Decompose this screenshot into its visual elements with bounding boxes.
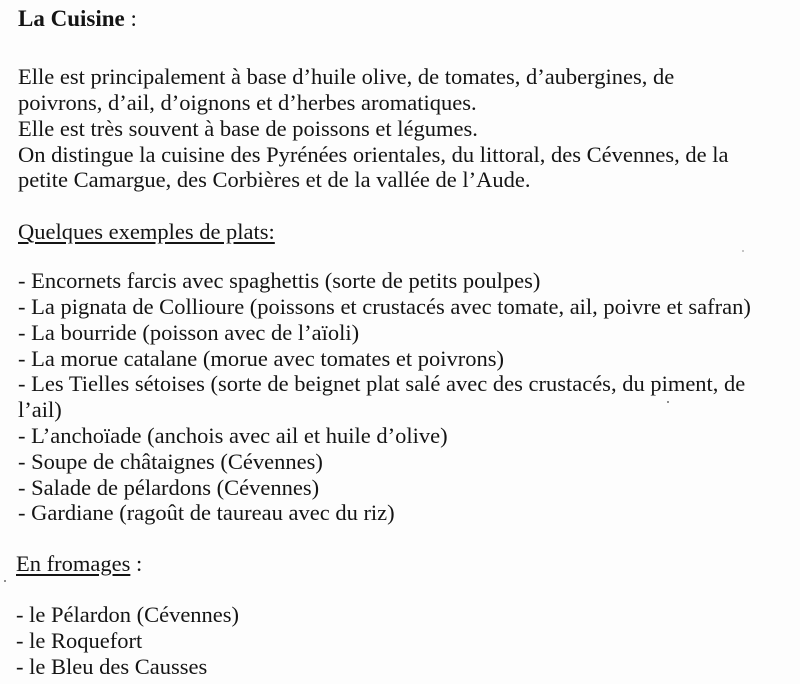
page-title-text: La Cuisine — [18, 6, 125, 31]
intro-line-1: Elle est principalement à base d’huile olive, de tomates, d’aubergines, de — [18, 64, 675, 89]
intro-line-4: On distingue la cuisine des Pyrénées orientales, du littoral, des Cévennes, de la — [18, 142, 729, 167]
dish-item: - La bourride (poisson avec de l’aïoli) — [18, 320, 360, 345]
dish-item: - Les Tielles sétoises (sorte de beignet plat salé avec des crustacés, du piment, de — [18, 371, 746, 396]
intro-line-2: poivrons, d’ail, d’oignons et d’herbes aromatiques. — [18, 90, 477, 115]
dish-item: - La pignata de Collioure (poissons et crustacés avec tomate, ail, poivre et safran) — [18, 294, 751, 319]
dish-item: - Gardiane (ragoût de taureau avec du riz) — [18, 500, 395, 525]
intro-line-3: Elle est très souvent à base de poissons et légumes. — [18, 116, 478, 141]
scan-speck — [667, 401, 669, 403]
dish-item-continuation: l’ail) — [18, 397, 62, 422]
page-title-suffix: : — [124, 6, 137, 31]
dish-item: - La morue catalane (morue avec tomates et poivrons) — [18, 346, 505, 371]
dish-item: - L’anchoïade (anchois avec ail et huile d’olive) — [18, 423, 448, 448]
dish-item: - Soupe de châtaignes (Cévennes) — [18, 449, 323, 474]
page-title — [18, 6, 137, 32]
dishes-heading: Quelques exemples de plats: — [18, 219, 275, 244]
cheeses-heading — [16, 551, 142, 577]
intro-line-5: petite Camargue, des Corbières et de la vallée de l’Aude. — [18, 167, 531, 192]
cheese-item: - le Roquefort — [16, 628, 143, 653]
dish-item: - Salade de pélardons (Cévennes) — [18, 475, 320, 500]
cheese-item: - le Bleu des Causses — [16, 654, 208, 679]
cheese-item: - le Pélardon (Cévennes) — [16, 602, 240, 627]
scan-speck — [4, 580, 6, 582]
scan-speck — [742, 250, 744, 252]
cheeses-heading-text: En fromages — [16, 551, 131, 576]
dish-item: - Encornets farcis avec spaghettis (sorte de petits poulpes) — [18, 268, 541, 293]
cheeses-heading-suffix: : — [130, 551, 143, 576]
